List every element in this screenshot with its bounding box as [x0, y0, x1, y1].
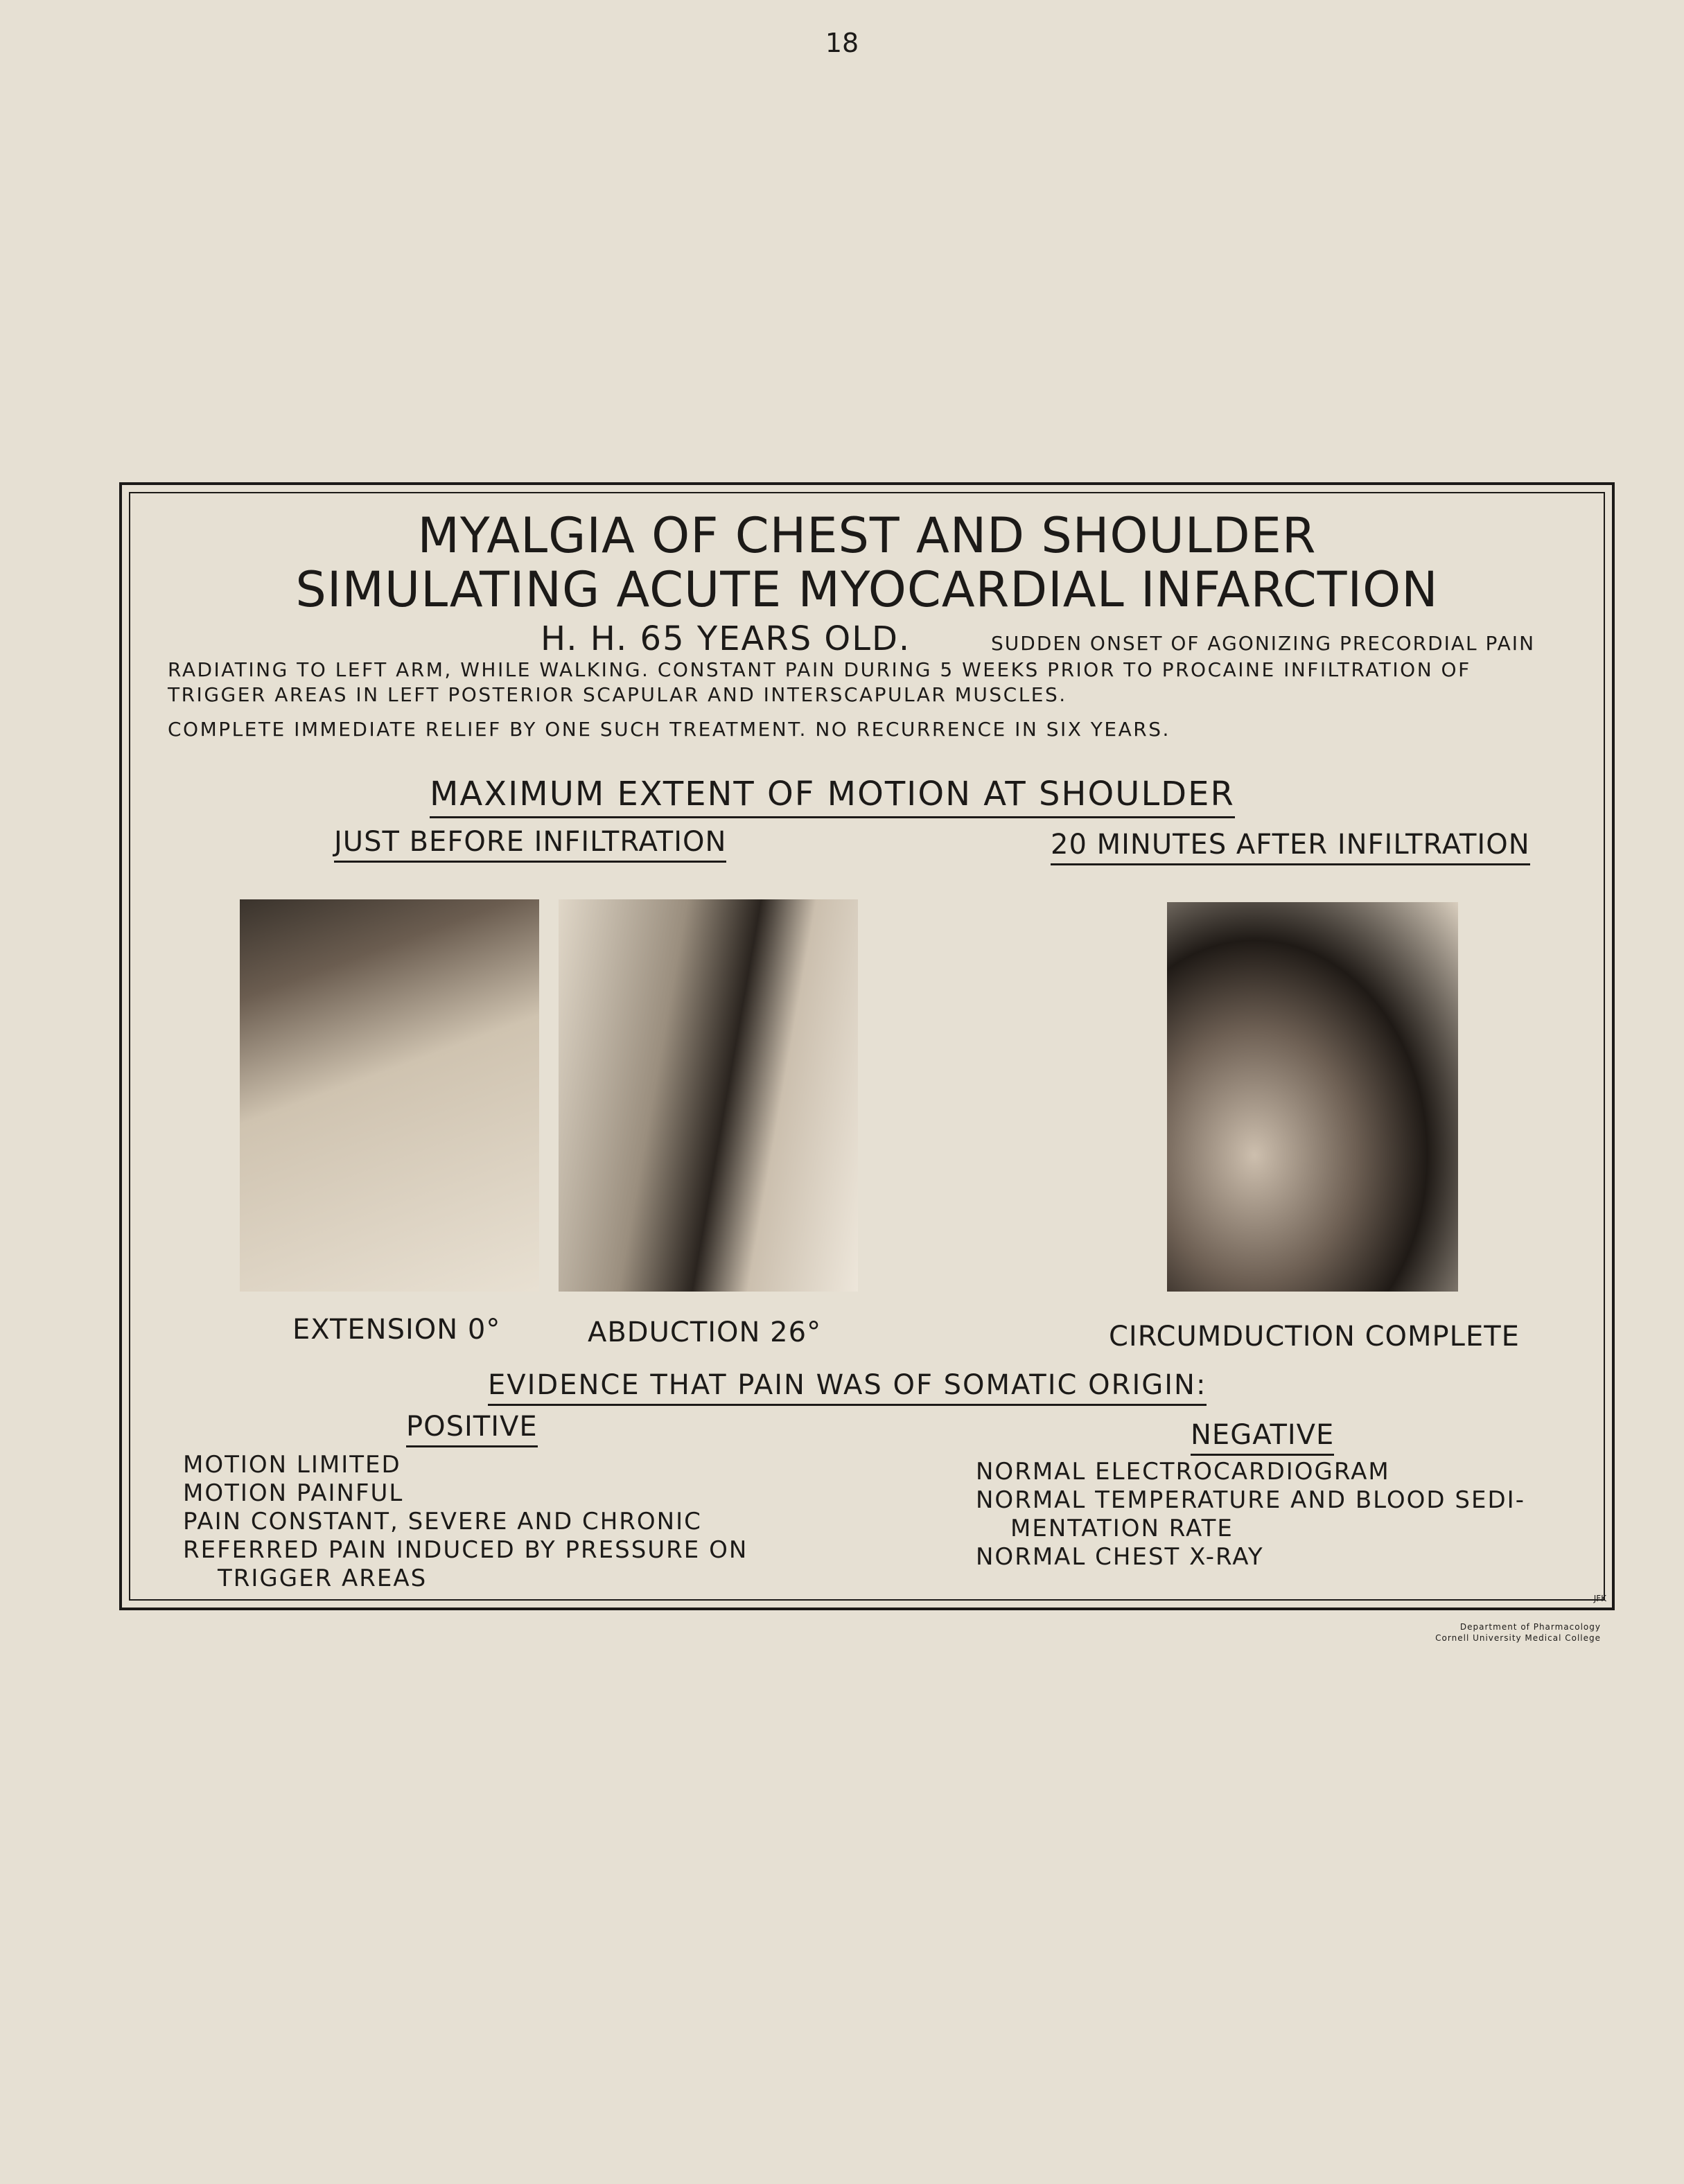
illustration-plate: [119, 482, 1615, 1610]
list-item: NORMAL ELECTROCARDIOGRAM: [976, 1458, 1390, 1486]
patient-id: H. H. 65 YEARS OLD.: [541, 619, 911, 658]
list-item: TRIGGER AREAS: [218, 1565, 428, 1592]
motion-heading: MAXIMUM EXTENT OF MOTION AT SHOULDER: [430, 775, 1235, 818]
abduction-photo: [559, 899, 858, 1292]
abduction-caption: ABDUCTION 26°: [588, 1316, 822, 1348]
before-infiltration-label: JUST BEFORE INFILTRATION: [334, 826, 726, 863]
history-line: SUDDEN ONSET OF AGONIZING PRECORDIAL PAIN: [991, 632, 1536, 655]
extension-caption: EXTENSION 0°: [292, 1314, 501, 1346]
history-line: TRIGGER AREAS IN LEFT POSTERIOR SCAPULAR AND INTERSCAPULAR MUSCLES.: [168, 683, 1067, 706]
list-item: NORMAL TEMPERATURE AND BLOOD SEDI-: [976, 1486, 1525, 1514]
history-line: RADIATING TO LEFT ARM, WHILE WALKING. CONSTANT PAIN DURING 5 WEEKS PRIOR TO PROCAINE INFILTRATION OF: [168, 658, 1471, 681]
evidence-heading: EVIDENCE THAT PAIN WAS OF SOMATIC ORIGIN:: [488, 1369, 1207, 1406]
page-number: 18: [825, 28, 859, 58]
list-item: MOTION PAINFUL: [183, 1479, 404, 1507]
list-item: REFERRED PAIN INDUCED BY PRESSURE ON: [183, 1536, 748, 1564]
positive-heading: POSITIVE: [406, 1411, 538, 1447]
list-item: MENTATION RATE: [1010, 1515, 1234, 1542]
after-infiltration-label: 20 MINUTES AFTER INFILTRATION: [1051, 829, 1530, 865]
list-item: NORMAL CHEST X-RAY: [976, 1543, 1264, 1571]
list-item: PAIN CONSTANT, SEVERE AND CHRONIC: [183, 1508, 702, 1535]
negative-heading: NEGATIVE: [1191, 1419, 1334, 1456]
positive-list: [183, 1451, 748, 1593]
plate-title-line1: MYALGIA OF CHEST AND SHOULDER: [417, 507, 1317, 564]
plate-title-line2: SIMULATING ACUTE MYOCARDIAL INFARCTION: [295, 561, 1439, 618]
extension-photo: [240, 899, 539, 1292]
negative-list: [976, 1458, 1525, 1571]
department-credit: [1372, 1621, 1601, 1644]
credit-line: Department of Pharmacology: [1459, 1622, 1601, 1632]
circumduction-caption: CIRCUMDUCTION COMPLETE: [1109, 1321, 1520, 1353]
circumduction-photo: [1167, 902, 1458, 1292]
credit-line: Cornell University Medical College: [1435, 1633, 1601, 1643]
artist-initials: JFK: [1593, 1594, 1606, 1603]
list-item: MOTION LIMITED: [183, 1451, 401, 1479]
history-line: COMPLETE IMMEDIATE RELIEF BY ONE SUCH TREATMENT. NO RECURRENCE IN SIX YEARS.: [168, 718, 1170, 741]
